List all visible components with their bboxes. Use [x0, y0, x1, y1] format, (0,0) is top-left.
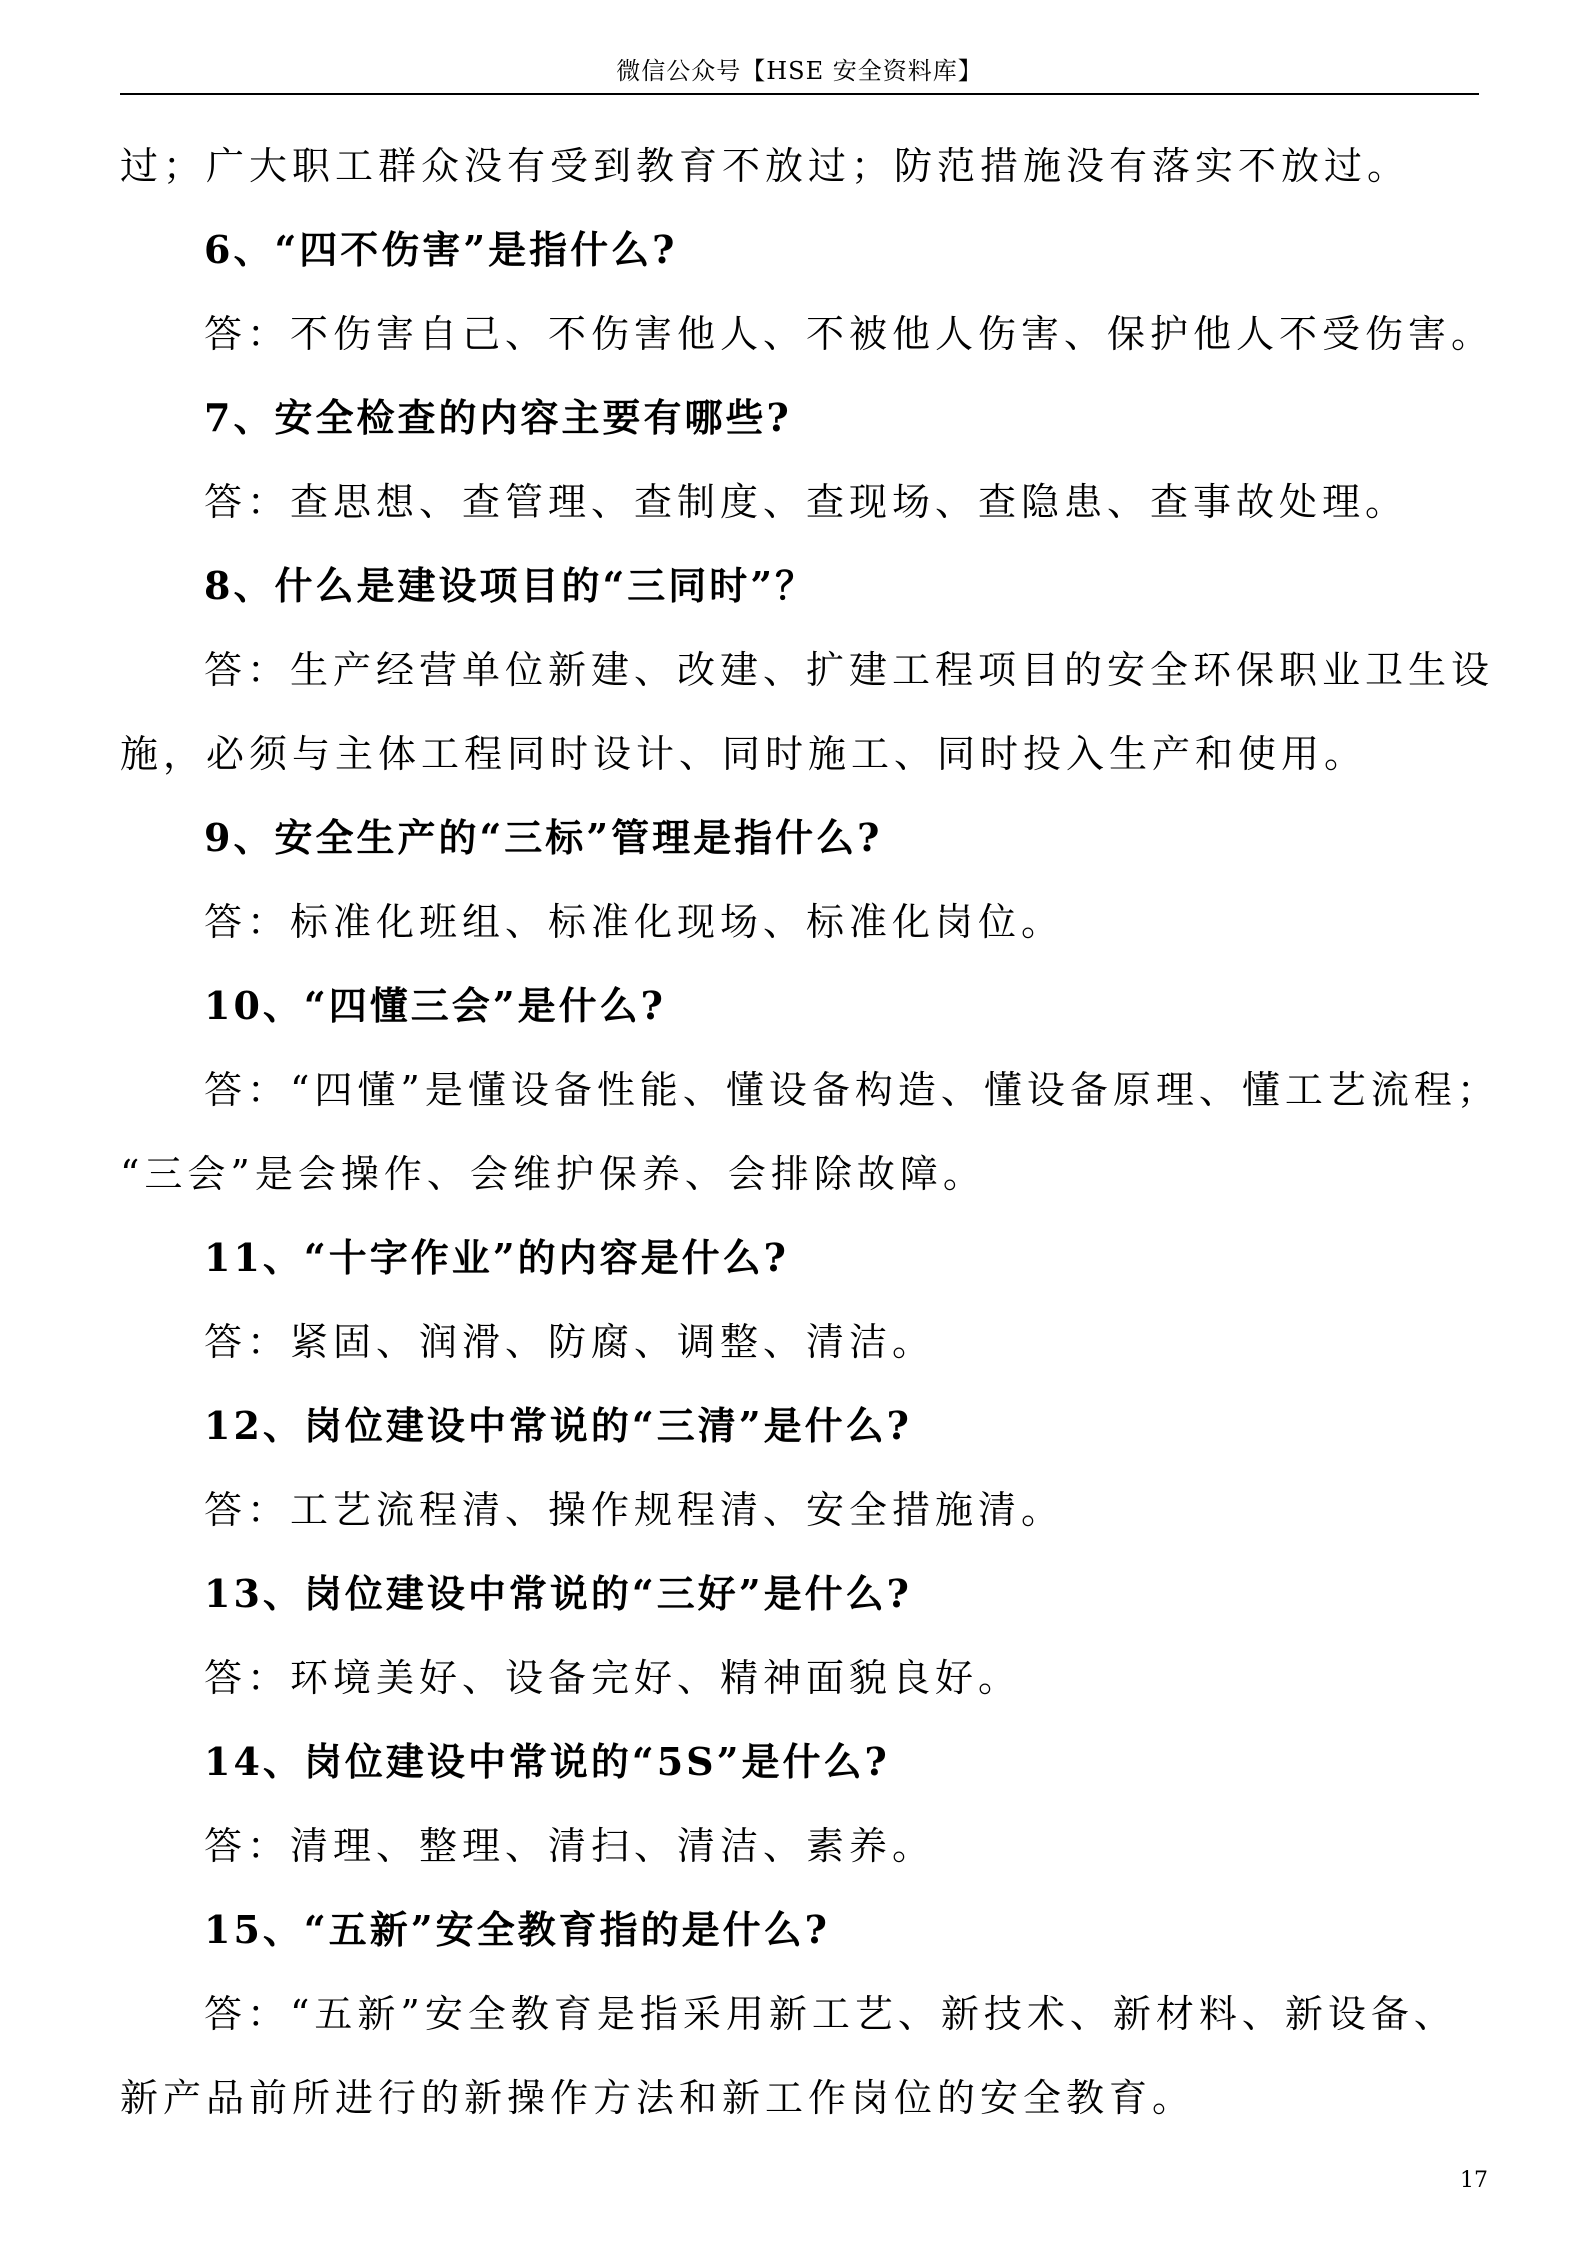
page-header: 微信公众号【HSE 安全资料库】 — [616, 57, 983, 85]
answer-14: 答：清理、整理、清扫、清洁、素养。 — [204, 1824, 936, 1868]
answer-8-continued: 施，必须与主体工程同时设计、同时施工、同时投入生产和使用。 — [120, 732, 1368, 776]
question-12: 12、岗位建设中常说的“三清”是什么? — [204, 1403, 912, 1448]
body-line: 过；广大职工群众没有受到教育不放过；防范措施没有落实不放过。 — [120, 144, 1411, 188]
question-10: 10、“四懂三会”是什么? — [204, 983, 666, 1028]
answer-12: 答：工艺流程清、操作规程清、安全措施清。 — [204, 1488, 1065, 1532]
answer-15-continued: 新产品前所进行的新操作方法和新工作岗位的安全教育。 — [120, 2076, 1196, 2120]
question-13: 13、岗位建设中常说的“三好”是什么? — [204, 1571, 912, 1616]
question-15: 15、“五新”安全教育指的是什么? — [204, 1907, 830, 1952]
header-divider — [120, 93, 1479, 95]
page-body — [120, 124, 1500, 2140]
answer-13: 答：环境美好、设备完好、精神面貌良好。 — [204, 1656, 1022, 1700]
answer-10: 答：“四懂”是懂设备性能、懂设备构造、懂设备原理、懂工艺流程； — [204, 1068, 1500, 1112]
question-14: 14、岗位建设中常说的“5S”是什么? — [204, 1739, 890, 1784]
answer-9: 答：标准化班组、标准化现场、标准化岗位。 — [204, 900, 1065, 944]
answer-8: 答：生产经营单位新建、改建、扩建工程项目的安全环保职业卫生设 — [204, 648, 1495, 692]
answer-10-continued: “三会”是会操作、会维护保养、会排除故障。 — [120, 1152, 986, 1196]
answer-6: 答：不伤害自己、不伤害他人、不被他人伤害、保护他人不受伤害。 — [204, 312, 1495, 356]
answer-11: 答：紧固、润滑、防腐、调整、清洁。 — [204, 1320, 936, 1364]
question-9: 9、安全生产的“三标”管理是指什么? — [204, 815, 883, 860]
page-number: 17 — [1460, 2168, 1488, 2193]
question-8: 8、什么是建设项目的“三同时”？ — [204, 563, 817, 608]
answer-15: 答：“五新”安全教育是指采用新工艺、新技术、新材料、新设备、 — [204, 1992, 1457, 2036]
answer-7: 答：查思想、查管理、查制度、查现场、查隐患、查事故处理。 — [204, 480, 1409, 524]
question-6: 6、“四不伤害”是指什么? — [204, 227, 678, 272]
question-11: 11、“十字作业”的内容是什么? — [204, 1235, 789, 1280]
question-7: 7、安全检查的内容主要有哪些? — [204, 395, 792, 440]
